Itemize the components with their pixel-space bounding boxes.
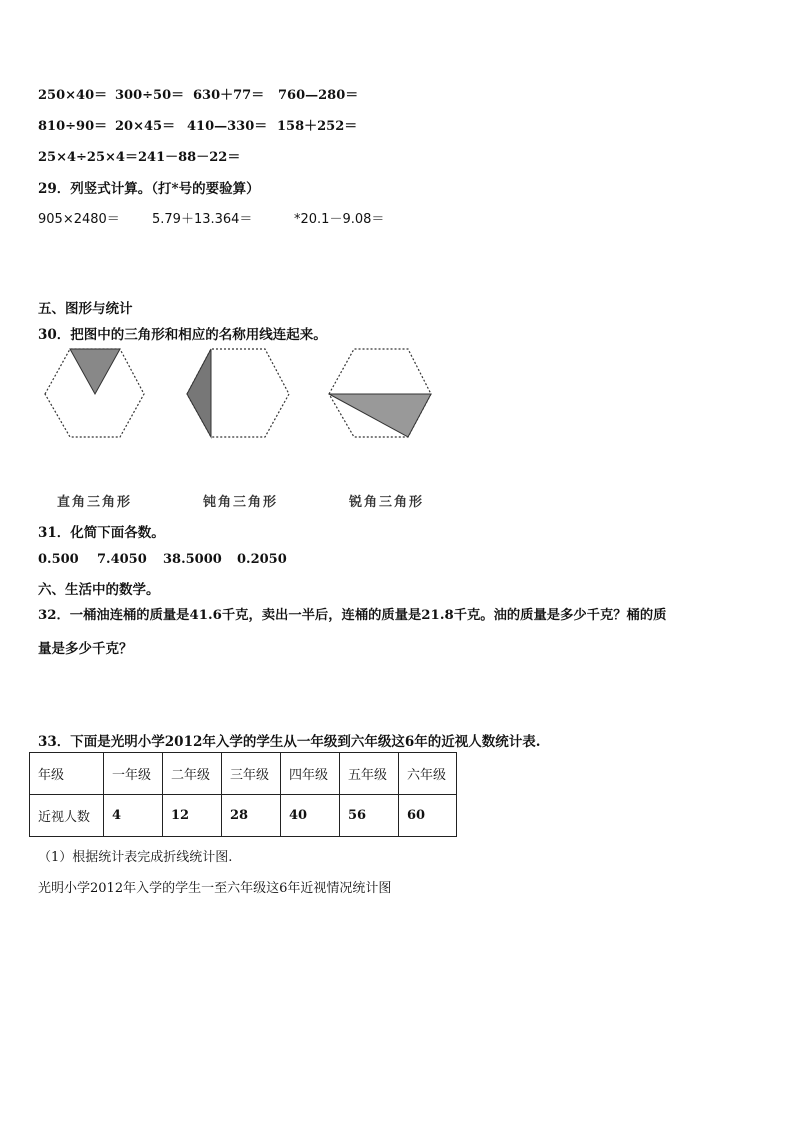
vertical-calc-2: 5.79＋13.364＝ (152, 212, 253, 227)
table-cell: 五年级 (340, 753, 399, 795)
calc-item: 250×40＝ (38, 88, 108, 103)
q29-title: 29．列竖式计算。（打*号的要验算） (38, 181, 260, 197)
table-cell: 三年级 (222, 753, 281, 795)
chart-title: 光明小学2012年入学的学生一至六年级这6年近视情况统计图 (38, 881, 392, 896)
table-cell: 四年级 (281, 753, 340, 795)
table-cell: 60 (399, 795, 457, 837)
label-right-triangle: 直角三角形 (57, 495, 133, 510)
calc-item: 760—280＝ (278, 88, 359, 103)
calc-item: 158＋252＝ (277, 119, 358, 134)
table-cell: 28 (222, 795, 281, 837)
section-6-title: 六、生活中的数学。 (38, 582, 160, 598)
q32-line-1: 32．一桶油连桶的质量是41.6千克，卖出一半后，连桶的质量是21.8千克。油的质量是多少千克？桶的质 (38, 608, 667, 623)
table-cell: 4 (104, 795, 163, 837)
hexagon-figure-2 (187, 349, 289, 437)
table-cell: 六年级 (399, 753, 457, 795)
vertical-calc-3: *20.1－9.08＝ (294, 212, 385, 227)
table-cell: 一年级 (104, 753, 163, 795)
table-row (30, 795, 457, 837)
q31-title: 31．化简下面各数。 (38, 525, 165, 541)
decimal-number: 7.4050 (97, 552, 147, 567)
section-5-title: 五、图形与统计 (38, 301, 133, 317)
q33-title: 33．下面是光明小学2012年入学的学生从一年级到六年级这6年的近视人数统计表. (38, 734, 541, 750)
vertical-calc-1: 905×2480＝ (38, 212, 120, 227)
q33-sub-1: （1）根据统计表完成折线统计图. (38, 850, 233, 865)
calc-item: 810÷90＝ (38, 119, 108, 134)
hexagon-figure-3 (329, 349, 431, 437)
table-header-row (30, 753, 457, 795)
table-cell: 12 (163, 795, 222, 837)
decimal-number: 0.500 (38, 552, 79, 567)
label-obtuse-triangle: 钝角三角形 (203, 495, 279, 510)
q32-line-2: 量是多少千克？ (38, 641, 133, 657)
table-cell: 56 (340, 795, 399, 837)
myopia-stat-table (29, 752, 457, 837)
calc-item: 300÷50＝ (115, 88, 185, 103)
decimal-number: 38.5000 (163, 552, 222, 567)
calc-item: 20×45＝ (115, 119, 176, 134)
calc-item: 241－88－22＝ (138, 150, 241, 165)
q30-title: 30．把图中的三角形和相应的名称用线连起来。 (38, 327, 327, 343)
table-cell: 年级 (30, 753, 104, 795)
table-cell: 40 (281, 795, 340, 837)
calc-item: 630＋77＝ (193, 88, 265, 103)
table-cell: 近视人数 (30, 795, 104, 837)
hexagon-figures (0, 340, 794, 450)
calc-item: 410—330＝ (187, 119, 268, 134)
table-cell: 二年级 (163, 753, 222, 795)
label-acute-triangle: 锐角三角形 (349, 495, 425, 510)
calc-item: 25×4÷25×4＝ (38, 150, 138, 165)
decimal-number: 0.2050 (237, 552, 287, 567)
hexagon-figure-1 (45, 349, 144, 437)
